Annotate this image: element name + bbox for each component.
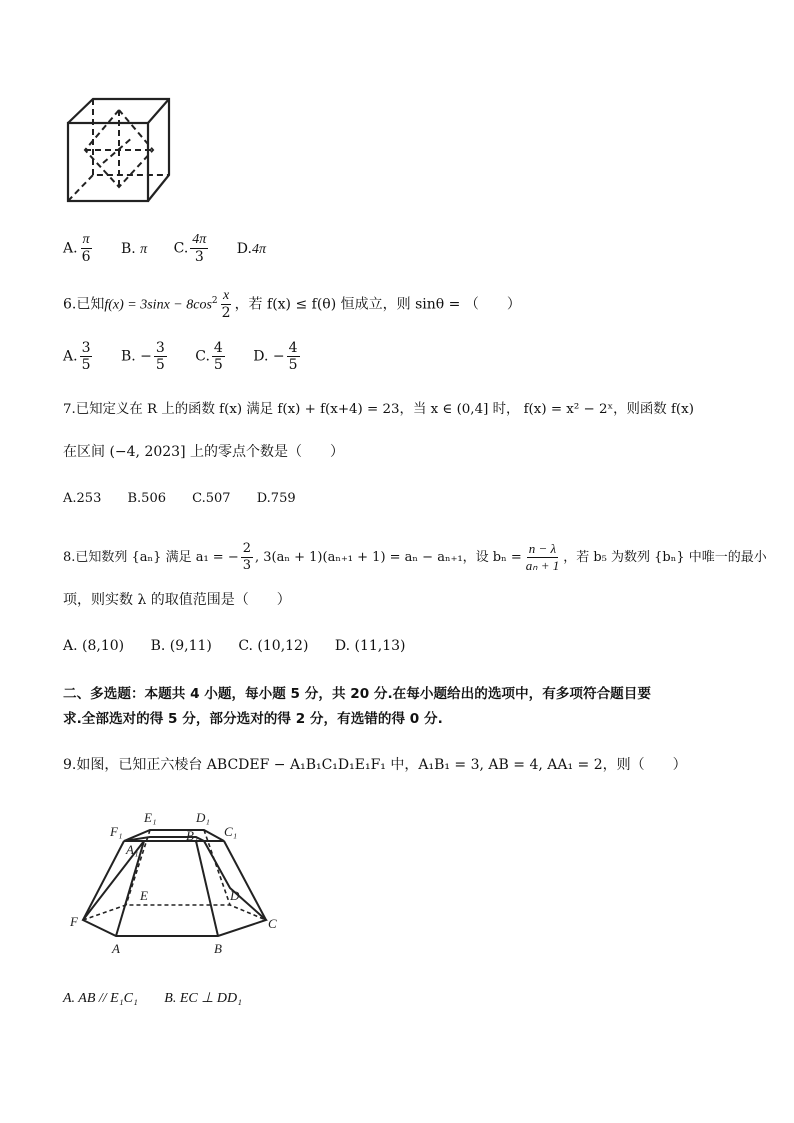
q6-option-c[interactable]: C. $\frac{4}{5}$ bbox=[195, 340, 223, 373]
hexagonal-frustum-figure bbox=[68, 810, 288, 960]
q5-option-a[interactable]: A. $\frac{\pi}{6}$ bbox=[63, 232, 91, 265]
q6-option-d[interactable]: D. − $\frac{4}{5}$ bbox=[253, 340, 298, 373]
label-a1: A₁ bbox=[126, 842, 139, 857]
q5-option-d[interactable]: D.4π bbox=[236, 240, 266, 257]
q7-options bbox=[63, 489, 318, 509]
q9-option-b[interactable]: B. EC ⊥ DD₁ bbox=[164, 991, 242, 1006]
label-e: E bbox=[140, 888, 148, 903]
q8-option-d[interactable]: D. (11,13) bbox=[334, 638, 406, 654]
q8-option-c[interactable]: C. (10,12) bbox=[238, 638, 309, 654]
q6-option-a[interactable]: A. $\frac{3}{5}$ bbox=[63, 340, 91, 373]
q7-option-c[interactable]: C.507 bbox=[192, 491, 231, 506]
q9-options bbox=[63, 988, 264, 1009]
label-b1: B₁ bbox=[186, 828, 199, 843]
q6-stem: 6.已知$f(x) = 3\sin x - 8\cos^2$ $\frac{x}{2}$ ，若 f(x) ≤ f(θ) 恒成立，则 sinθ = （ ） bbox=[63, 288, 521, 321]
q7-option-b[interactable]: B.506 bbox=[127, 491, 166, 506]
q7-option-a[interactable]: A.253 bbox=[63, 491, 102, 506]
label-d1: D₁ bbox=[196, 810, 210, 825]
label-f: F bbox=[70, 914, 78, 929]
q7-stem-line2: 在区间 (−4, 2023] 上的零点个数是（ ） bbox=[63, 444, 344, 460]
q8-option-a[interactable]: A. (8,10) bbox=[63, 638, 125, 654]
label-c: C bbox=[268, 916, 277, 931]
section2-heading-line2: 求.全部选对的得 5 分，部分选对的得 2 分，有选错的得 0 分. bbox=[63, 711, 443, 727]
q9-option-a[interactable]: A. AB // E₁C₁ bbox=[63, 991, 138, 1006]
q9-stem: 9.如图，已知正六棱台 ABCDEF − A₁B₁C₁D₁E₁F₁ 中，A₁B₁ = 3, AB = 4, AA₁ = 2，则（ ） bbox=[63, 757, 687, 773]
section2-heading-line1: 二、多选题：本题共 4 小题，每小题 5 分，共 20 分.在每小题给出的选项中，有多项符合题目要 bbox=[63, 686, 651, 702]
label-e1: E₁ bbox=[144, 810, 157, 825]
q8-stem-line2: 项，则实数 λ 的取值范围是（ ） bbox=[63, 592, 291, 608]
cube-octahedron-figure bbox=[63, 95, 173, 205]
label-d: D bbox=[230, 888, 240, 903]
q7-stem-line1: 7.已知定义在 R 上的函数 f(x) 满足 f(x) + f(x+4) = 23，当 x ∈ (0,4] 时， f(x) = x² − 2ˣ，则函数 f(x) bbox=[63, 402, 694, 417]
label-f1: F₁ bbox=[110, 824, 123, 839]
q8-options bbox=[63, 636, 428, 656]
q5-option-c[interactable]: C. $\frac{4\pi}{3}$ bbox=[173, 232, 207, 265]
q8-stem-line1: 8.已知数列 {aₙ} 满足 a₁ = − $\frac{2}{3}$ , 3(aₙ + 1)(aₙ₊₁ + 1) = aₙ − aₙ₊₁，设 bₙ = $\frac{n - \lambda}{\text{aₙ + 1}}$ ，若 b₅ 为数列 {bₙ} 中唯一的最小 bbox=[63, 541, 767, 573]
q7-option-d[interactable]: D.759 bbox=[256, 491, 296, 506]
label-b: B bbox=[214, 941, 222, 956]
q5-options bbox=[63, 232, 288, 265]
q6-option-b[interactable]: B. − $\frac{3}{5}$ bbox=[120, 340, 165, 373]
label-a: A bbox=[112, 941, 120, 956]
q8-option-b[interactable]: B. (9,11) bbox=[150, 638, 212, 654]
label-c1: C₁ bbox=[224, 824, 238, 839]
q6-options bbox=[63, 340, 324, 373]
q5-option-b[interactable]: B. π bbox=[120, 240, 148, 257]
